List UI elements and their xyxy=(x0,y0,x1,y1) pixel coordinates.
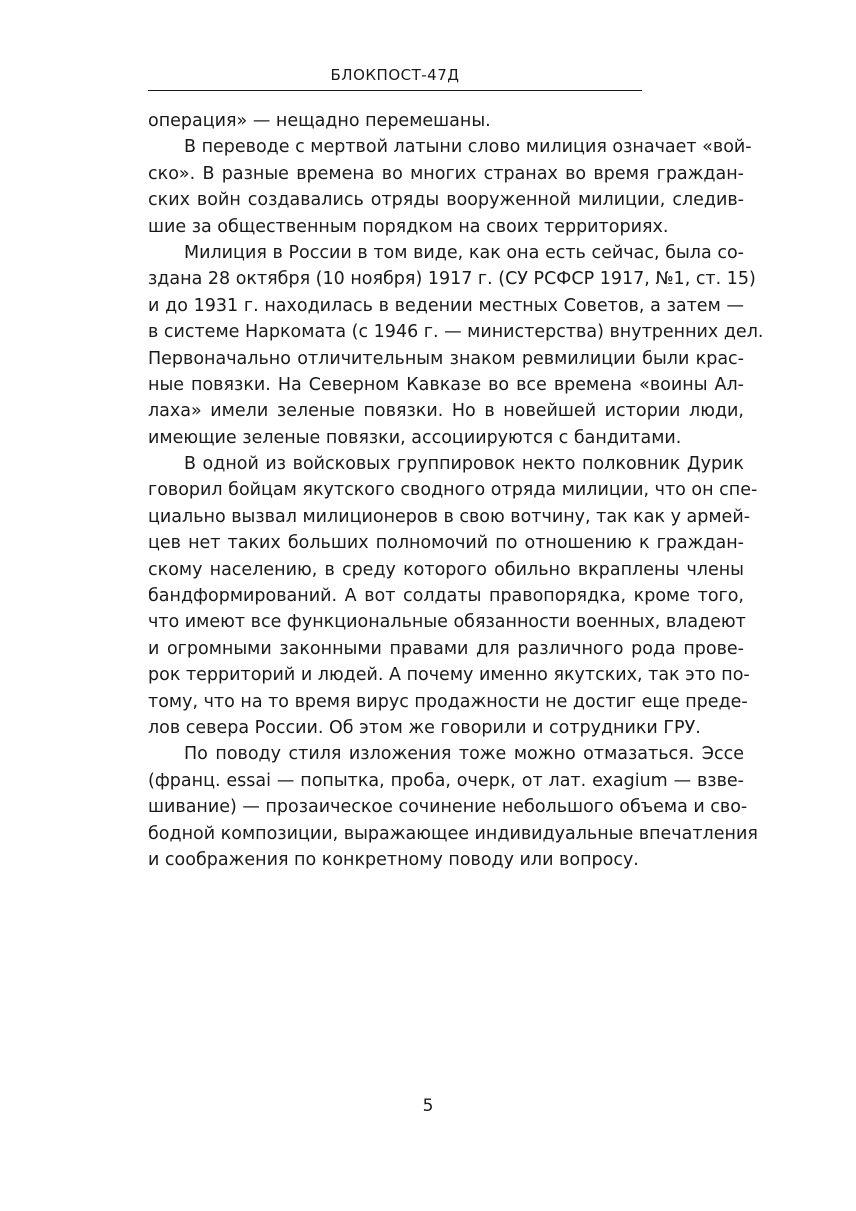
paragraph xyxy=(148,108,744,134)
paragraph xyxy=(148,240,764,451)
text-line: что имеют все функциональные обязанности военных, владеют xyxy=(148,612,746,633)
text-line: и соображения по конкретному поводу или вопросу. xyxy=(148,849,639,870)
text-line: По поводу стиля изложения тоже можно отмазаться. Эссе xyxy=(184,744,744,765)
text-line: (франц. essai — попытка, проба, очерк, от лат. exagium — взве- xyxy=(148,770,744,791)
text-line: бодной композиции, выражающее индивидуальные впечатления xyxy=(148,823,758,844)
text-line: ских войн создавались отряды вооруженной милиции, следив- xyxy=(148,190,744,211)
text-line: операция» — нещадно перемешаны. xyxy=(148,111,491,131)
text-line: лаха» имели зеленые повязки. Но в новейшей истории люди, xyxy=(148,401,744,422)
text-line: циально вызвал милиционеров в свою вотчину, так как у армей- xyxy=(148,506,751,527)
text-line: шие за общественным порядком на своих территориях. xyxy=(148,216,669,237)
text-line: цев нет таких больших полномочий по отношению к граждан- xyxy=(148,533,744,554)
text-line: В одной из войсковых группировок некто полковник Дурик xyxy=(184,454,744,475)
paragraph xyxy=(148,134,752,240)
text-line: Милиция в России в том виде, как она есть сейчас, была со- xyxy=(184,242,744,263)
text-line: лов севера России. Об этом же говорили и сотрудники ГРУ. xyxy=(148,717,701,738)
text-line: рок территорий и людей. А почему именно якутских, так это по- xyxy=(148,665,750,686)
running-header: БЛОКПОСТ-47Д xyxy=(330,66,460,84)
text-line: скому населению, в среду которого обильно вкраплены члены xyxy=(148,559,744,580)
text-line: ные повязки. На Северном Кавказе во все времена «воины Ал- xyxy=(148,374,744,395)
header-rule xyxy=(148,90,642,91)
body-text xyxy=(148,108,764,873)
text-line: в системе Наркомата (с 1946 г. — министерства) внутренних дел. xyxy=(148,322,764,343)
page-number: 5 xyxy=(422,1096,434,1116)
paragraph xyxy=(148,451,758,741)
paragraph xyxy=(148,741,758,873)
text-line: и огромными законными правами для различного рода прове- xyxy=(148,638,744,659)
text-line: имеющие зеленые повязки, ассоциируются с бандитами. xyxy=(148,427,682,448)
text-line: и до 1931 г. находилась в ведении местных Советов, а затем — xyxy=(148,295,744,316)
text-line: В переводе с мертвой латыни слово милиция означает «вой- xyxy=(184,137,752,158)
text-line: здана 28 октября (10 ноября) 1917 г. (СУ РСФСР 1917, №1, ст. 15) xyxy=(148,269,756,290)
text-line: шивание) — прозаическое сочинение небольшого объема и сво- xyxy=(148,797,748,818)
text-line: бандформирований. А вот солдаты правопорядка, кроме того, xyxy=(148,586,744,607)
text-line: говорил бойцам якутского сводного отряда милиции, что он спе- xyxy=(148,480,758,501)
text-line: тому, что на то время вирус продажности не достиг еще преде- xyxy=(148,691,748,712)
text-line: Первоначально отличительным знаком ревмилиции были крас- xyxy=(148,348,744,369)
text-line: ско». В разные времена во многих странах во время граждан- xyxy=(148,163,744,184)
